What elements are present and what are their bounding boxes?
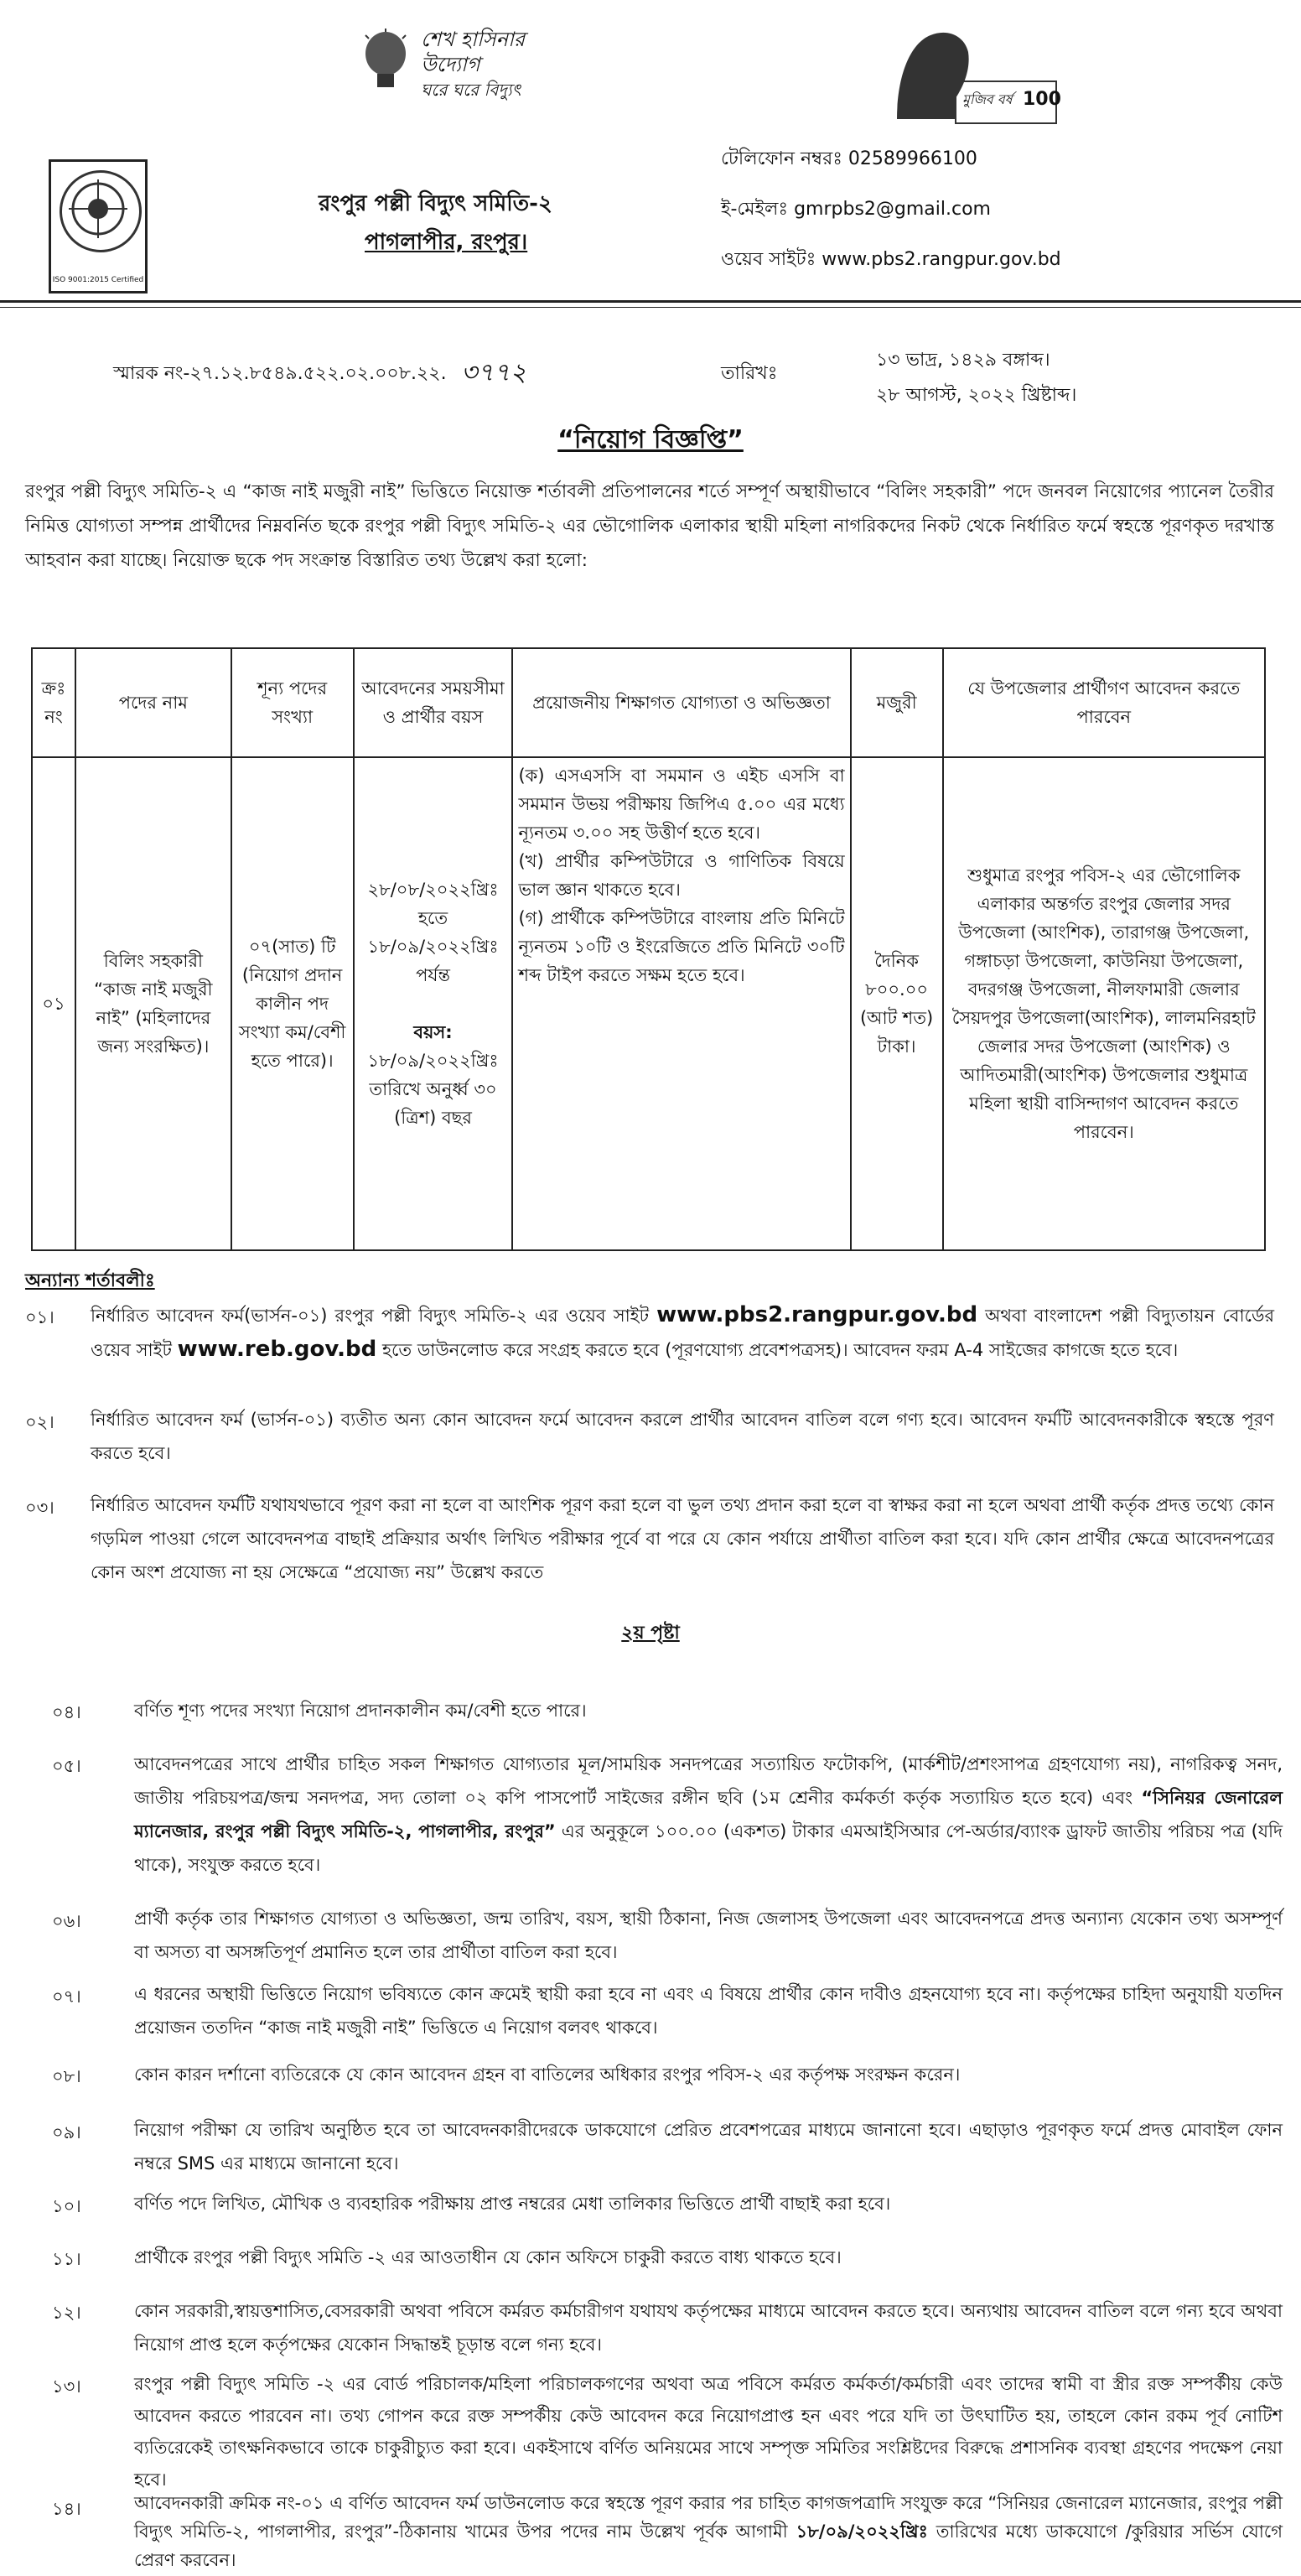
term-number: ১৪। <box>52 2499 81 2519</box>
website-address: ওয়েব সাইটঃ www.pbs2.rangpur.gov.bd <box>721 249 1061 270</box>
term-10: বর্ণিত পদে লিখিত, মৌখিক ও ব্যবহারিক পরীক্ষায় প্রাপ্ত নম্বরের মেধা তালিকার ভিত্তিতে প্রার্থী বাছাই করা হবে। <box>134 2194 891 2214</box>
term-04: বর্ণিত শূণ্য পদের সংখ্যা নিয়োগ প্রদানকালীন কম/বেশী হতে পারে। <box>134 1701 587 1721</box>
term-14: আবেদনকারী ক্রমিক নং-০১ এ বর্ণিত আবেদন ফর্ম ডাউনলোড করে স্বহস্তে পূরণ করার পর চাহিত কাগজপত্রাদি সংযুক্ত করে “সিনিয়র জেনারেল ম্যানেজার, রংপুর পল্লী বিদ্যুৎ সমিতি-২, পাগলাপীর, রংপুর”-ঠিকানায় খামের উপর পদের নাম উল্লেখ পূর্বক আগামী ১৮/০৯/২০২২খ্রিঃ তারিখের মধ্যে ডাকযোগে /কুরিয়ার সর্ভিস যোগে প্রেরণ করবেন। <box>134 2493 1283 2570</box>
term-11: প্রার্থীকে রংপুর পল্লী বিদ্যুৎ সমিতি -২ এর আওতাধীন যে কোন অফিসে চাকুরী করতে বাধ্য থাকতে হবে। <box>134 2247 842 2267</box>
age-label: বয়স: <box>413 1022 453 1042</box>
cell-wage: দৈনিক ৮০০.০০ (আট শত) টাকা। <box>851 757 943 1250</box>
term-number: ০৮। <box>52 2066 81 2086</box>
table-row <box>32 757 1265 1250</box>
term-09: নিয়োগ পরীক্ষা যে তারিখ অনুষ্ঠিত হবে তা আবেদনকারীদেরকে ডাকযোগে প্রেরিত প্রবেশপত্রের মাধ্যমে জানানো হবে। এছাড়াও পূরণকৃত ফর্মে প্রদত্ত মোবাইল ফোন নম্বরে SMS এর মাধ্যমে জানানো হবে। <box>134 2120 1283 2174</box>
term-12: কোন সরকারী,স্বায়ত্তশাসিত,বেসরকারী অথবা পবিসে কর্মরত কর্মচারীগণ যথাযথ কর্তৃপক্ষের মাধ্যমে আবেদন করতে হবে। অন্যথায় আবেদন বাতিল বলে গন্য হবে অথবা নিয়োগ প্রাপ্ত হলে কর্তৃপক্ষের যেকোন সিদ্ধান্তই চূড়ান্ত বলে গন্য হবে। <box>134 2301 1283 2355</box>
term-number: ০৩। <box>25 1498 54 1518</box>
bulb-icon <box>360 29 411 94</box>
date-english: ২৮ আগস্ট, ২০২২ খ্রিষ্টাব্দ। <box>876 385 1077 406</box>
header-divider-thin <box>0 307 1301 308</box>
intro-paragraph: রংপুর পল্লী বিদ্যুৎ সমিতি-২ এ “কাজ নাই মজুরী নাই” ভিত্তিতে নিয়োক্ত শর্তাবলী প্রতিপালনের শর্তে সম্পূর্ণ অস্থায়ীভাবে “বিলিং সহকারী” পদে জনবল নিয়োগের প্যানেল তৈরীর নিমিত্ত যোগ্যতা সম্পন্ন প্রার্থীদের নিম্নবর্নিত ছকে রংপুর পল্লী বিদ্যুৎ সমিতি-২ এর ভৌগোলিক এলাকার স্থায়ী মহিলা নাগরিকদের নিকট থেকে নির্ধারিত ফর্মে স্বহস্তে পূরণকৃত দরখাস্ত আহবান করা যাচ্ছে। নিয়োক্ত ছকে পদ সংক্রান্ত বিস্তারিত তথ্য উল্লেখ করা হলো: <box>25 481 1274 571</box>
phone-number: টেলিফোন নম্বরঃ 02589966100 <box>721 148 977 169</box>
organization-address: পাগলাপীর, রংপুর। <box>365 230 528 255</box>
header-divider <box>0 300 1301 303</box>
email-address: ই-মেইলঃ gmrpbs2@gmail.com <box>721 199 991 220</box>
mujib-borsho-logo <box>863 18 1065 127</box>
other-terms-heading: অন্যান্য শর্তাবলীঃ <box>25 1270 155 1291</box>
mujib-label: মুজিব বর্ষ <box>962 91 1013 107</box>
term-number: ০১। <box>25 1307 54 1327</box>
slogan-line-3: ঘরে ঘরে বিদ্যুৎ <box>421 80 521 100</box>
term-number: ১১। <box>52 2249 81 2269</box>
term-13: রংপুর পল্লী বিদ্যুৎ সমিতি -২ এর বোর্ড পরিচালক/মহিলা পরিচালকগণের অথবা অত্র পবিসে কর্মরত কর্মকর্তা/কর্মচারী এবং তাদের স্বামী বা স্ত্রীর রক্ত সম্পর্কীয় কেউ আবেদন করতে পারবেন না। তথ্য গোপন করে রক্ত সম্পর্কীয় কেউ আবেদন করে নিয়োগপ্রাপ্ত হন এবং পরে যদি তা উৎঘাটিত হয়, তাহলে কোন রকম পূর্ব নোটিশ ব্যতিরেকেই তাৎক্ষনিকভাবে তাকে চাকুরীচ্যুত করা হবে। একইসাথে বর্ণিত অনিয়মের সাথে সম্পৃক্ত সমিতির সংশ্লিষ্টদের বিরুদ্ধে প্রশাসনিক ব্যবস্থা গ্রহণের পদক্ষেপ নেয়া হবে। <box>134 2374 1283 2490</box>
term-number: ১০। <box>52 2196 81 2216</box>
header-serial: ক্রঃ নং <box>32 648 75 757</box>
term-number: ০২। <box>25 1412 54 1432</box>
term-08: কোন কারন দর্শানো ব্যতিরেকে যে কোন আবেদন গ্রহন বা বাতিলের অধিকার রংপুর পবিস-২ এর কর্তৃপক্ষ সংরক্ষন করেন। <box>134 2064 961 2085</box>
term-02: নির্ধারিত আবেদন ফর্ম (ভার্সন-০১) ব্যতীত অন্য কোন আবেদন ফর্মে আবেদন করলে প্রার্থীর আবেদন বাতিল বলে গণ্য হবে। আবেদন ফর্মটি আবেদনকারীকে স্বহস্তে পূরণ করতে হবে। <box>91 1410 1274 1463</box>
term-number: ১৩। <box>52 2376 81 2397</box>
term-number: ০৬। <box>52 1911 81 1931</box>
date-bangla: ১৩ ভাদ্র, ১৪২৯ বঙ্গাব্দ। <box>876 350 1050 371</box>
slogan-logo <box>360 17 595 101</box>
term-05: আবেদনপত্রের সাথে প্রার্থীর চাহিত সকল শিক্ষাগত যোগ্যতার মূল/সাময়িক সনদপত্রের সত্যায়িত ফটোকপি, (মার্কশীট/প্রশংসাপত্র গ্রহণযোগ্য নয়), নাগরিকত্ব সনদ, জাতীয় পরিচয়পত্র/জন্ম সনদপত্র, সদ্য তোলা ০২ কপি পাসপোর্ট সাইজের রঙ্গীন ছবি (১ম শ্রেনীর কর্মকর্তা কর্তৃক সত্যায়িত হতে হবে) এবং “সিনিয়র জেনারেল ম্যানেজার, রংপুর পল্লী বিদ্যুৎ সমিতি-২, পাগলাপীর, রংপুর” এর অনুকূলে ১০০.০০ (একশত) টাকার এমআইসিআর পে-অর্ডার/ব্যাংক ড্রাফট জাতীয় পরিচয় পত্র (যদি থাকে), সংযুক্ত করতে হবে। <box>134 1754 1283 1875</box>
table-header-row <box>32 648 1265 757</box>
cell-qualification <box>512 757 850 1250</box>
header-eligible-upazila: যে উপজেলার প্রার্থীগণ আবেদন করতে পারবেন <box>943 648 1265 757</box>
recruitment-table <box>31 647 1266 1251</box>
term-03: নির্ধারিত আবেদন ফর্মটি যথাযথভাবে পূরণ করা না হলে বা আংশিক পূরণ করা হলে বা ভুল তথ্য প্রদান করা হলে বা স্বাক্ষর করা না হলে অথবা প্রার্থী কর্তৃক প্রদত্ত তথ্যে কোন গড়মিল পাওয়া গেলে আবেদনপত্র বাছাই প্রক্রিয়ার অর্থাৎ লিখিত পরীক্ষার পূর্বে বা পরে যে কোন পর্যায়ে প্রার্থীতা বাতিল করা হবে। যদি কোন প্রার্থীর ক্ষেত্রে আবেদনপত্রের কোন অংশ প্রযোজ্য না হয় সেক্ষেত্রে “প্রযোজ্য নয়” উল্লেখ করতে <box>91 1495 1274 1582</box>
term-number: ১২। <box>52 2303 81 2323</box>
header-post: পদের নাম <box>75 648 231 757</box>
slogan-line-1: শেখ হাসিনার <box>421 28 526 51</box>
memo-handwritten-number: ৩৭৭২ <box>461 358 527 387</box>
cell-post: বিলিং সহকারী “কাজ নাই মজুরী নাই” (মহিলাদের জন্য সংরক্ষিত)। <box>75 757 231 1250</box>
term-01: নির্ধারিত আবেদন ফর্ম(ভার্সন-০১) রংপুর পল্লী বিদ্যুৎ সমিতি-২ এর ওয়েব সাইট www.pbs2.rangpur.gov.bd অথবা বাংলাদেশ পল্লী বিদ্যুতায়ন বোর্ডের ওয়েব সাইট www.reb.gov.bd হতে ডাউনলোড করে সংগ্রহ করতে হবে (পূরণযোগ্য প্রবেশপত্রসহ)। আবেদন ফরম A-4 সাইজের কাগজে হতে হবে। <box>91 1302 1274 1362</box>
term-number: ০৯। <box>52 2122 81 2142</box>
cell-upazila: শুধুমাত্র রংপুর পবিস-২ এর ভৌগোলিক এলাকার অন্তর্গত রংপুর জেলার সদর উপজেলা (আংশিক), তারাগঞ্জ উপজেলা, গঙ্গাচড়া উপজেলা, কাউনিয়া উপজেলা, বদরগঞ্জ উপজেলা, নীলফামারী জেলার সৈয়দপুর উপজেলা(আংশিক), লালমনিরহাট জেলার সদর উপজেলা (আংশিক) ও আদিতমারী(আংশিক) উপজেলার শুধুমাত্র মহিলা স্থায়ী বাসিন্দাগণ আবেদন করতে পারবেন। <box>943 757 1265 1250</box>
term-number: ০৫। <box>52 1756 81 1776</box>
slogan-line-2: উদ্যোগ <box>421 53 480 76</box>
website-link-reb[interactable]: www.reb.gov.bd <box>177 1337 377 1362</box>
cell-deadline-age <box>354 757 513 1250</box>
term-number: ০৪। <box>52 1702 81 1722</box>
qualification-b: (খ) প্রার্থীর কম্পিউটারে ও গাণিতিক বিষয়ে ভাল জ্ঞান থাকতে হবে। <box>518 851 845 900</box>
mujib-number: 100 <box>1023 89 1061 110</box>
header-wage: মজুরী <box>851 648 943 757</box>
header-qualification: প্রয়োজনীয় শিক্ষাগত যোগ্যতা ও অভিজ্ঞতা <box>512 648 850 757</box>
qualification-c: (গ) প্রার্থীকে কম্পিউটারে বাংলায় প্রতি মিনিটে ন্যূনতম ১০টি ও ইংরেজিতে প্রতি মিনিটে ৩০টি শব্দ টাইপ করতে সক্ষম হতে হবে। <box>518 908 845 985</box>
logo-caption: ISO 9001:2015 Certified <box>52 276 144 284</box>
qualification-a: (ক) এসএসসি বা সমমান ও এইচ এসসি বা সমমান উভয় পরীক্ষায় জিপিএ ৫.০০ এর মধ্যে ন্যূনতম ৩.০০ সহ উত্তীর্ণ হতে হবে। <box>518 766 845 843</box>
organization-logo <box>49 159 148 293</box>
website-link-pbs[interactable]: www.pbs2.rangpur.gov.bd <box>656 1302 978 1327</box>
organization-name: রংপুর পল্লী বিদ্যুৎ সমিতি-২ <box>319 191 552 216</box>
term-07: এ ধরনের অস্থায়ী ভিত্তিতে নিয়োগ ভবিষ্যতে কোন ক্রমেই স্থায়ী করা হবে না এবং এ বিষয়ে প্রার্থীর কোন দাবীও গ্রহনযোগ্য হবে না। কর্তৃপক্ষের চাহিদা অনুযায়ী যতদিন প্রয়োজন ততদিন “কাজ নাই মজুরী নাই” ভিত্তিতে এ নিয়োগ বলবৎ থাকবে। <box>134 1984 1283 2038</box>
notice-title: “নিয়োগ বিজ্ঞপ্তি” <box>557 425 744 454</box>
age-text: ১৮/০৯/২০২২খ্রিঃ তারিখে অনুর্ধ্ব ৩০ (ত্রিশ) বছর <box>367 1051 499 1128</box>
deadline-text: ২৮/০৮/২০২২খ্রিঃ হতে ১৮/০৯/২০২২খ্রিঃ পর্যন্ত <box>367 880 499 985</box>
page-2-heading: ২য় পৃষ্টা <box>621 1623 680 1644</box>
header-deadline-age: আবেদনের সময়সীমা ও প্রার্থীর বয়স <box>354 648 513 757</box>
header-vacancy: শূন্য পদের সংখ্যা <box>231 648 354 757</box>
cell-vacancy: ০৭(সাত) টি (নিয়োগ প্রদান কালীন পদ সংখ্যা কম/বেশী হতে পারে)। <box>231 757 354 1250</box>
term-06: প্রার্থী কর্তৃক তার শিক্ষাগত যোগ্যতা ও অভিজ্ঞতা, জন্ম তারিখ, বয়স, স্থায়ী ঠিকানা, নিজ জেলাসহ উপজেলা এবং আবেদনপত্রে প্রদত্ত অন্যান্য যেকোন তথ্য অসম্পূর্ণ বা অসত্য বা অসঙ্গতিপূর্ণ প্রমানিত হলে তার প্রার্থীতা বাতিল করা হবে। <box>134 1909 1283 1962</box>
cell-serial: ০১ <box>32 757 75 1250</box>
memo-reference: স্মারক নং-২৭.১২.৮৫৪৯.৫২২.০২.০০৮.২২. <box>113 363 447 384</box>
date-label: তারিখঃ <box>721 363 778 384</box>
term-number: ০৭। <box>52 1987 81 2007</box>
